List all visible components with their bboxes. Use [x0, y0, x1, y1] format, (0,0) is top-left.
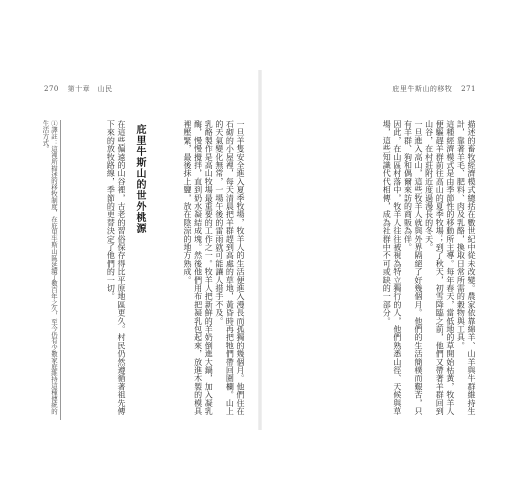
right-paragraph: 描述的畜牧經濟模式總括在數世紀中從未改變。農家依靠綿羊、山羊與牛群維持生計，靠著羊毛、肥料、肉及乳酪，換取日常所需的穀物與工具。	[456, 120, 476, 416]
left-paragraph: 在這些偏遠的山谷裡，古老的習俗保存得比平原地區更久。村民仍然遵循著祖先傳下來的放牧路線，季節的更替決定了他們的一切。	[106, 120, 126, 416]
section-heading: 庇里牛斯山的世外桃源	[134, 124, 145, 234]
right-chapter-label: 庇里牛斯山的移牧	[392, 85, 453, 93]
left-page-number: 270	[44, 85, 59, 93]
left-page-header	[44, 84, 119, 94]
footnote: ①譯註：這裡所描述的移牧制度，在庇里牛斯山區延續了數百年之久，至今仍有少數家庭維持這種傳統的生活方式。	[41, 120, 58, 415]
right-page-header	[386, 84, 476, 94]
right-page-number: 271	[461, 85, 476, 93]
right-body-text	[280, 120, 476, 420]
right-paragraph: 因此，在山區村落中，牧羊人往往被視為特立獨行的人，他們熟悉山徑、天候與草場，這些知識代代相傳，成為社群中不可或缺的一部分。	[382, 120, 402, 416]
left-body-text-continued	[66, 120, 126, 420]
page-gutter	[258, 70, 262, 430]
right-paragraph: 一旦進入高山，這些牧羊人就與外界隔絕了好幾個月。他們的生活簡樸而艱苦，只有羊群、狗和偶爾來訪的商販為伴。	[403, 120, 424, 416]
left-body-text	[150, 120, 245, 420]
left-paragraph: 乳酪製作是高山牧場最重要的工作之一。牧羊人把新鮮的羊奶倒進大鍋，加入凝乳酶，慢慢攪拌，直到奶水凝結成塊。然後他們用布把凝乳包起來，放進木製的模具裡壓緊，最後抹上鹽，放在陰涼的地方熟成。	[183, 120, 214, 416]
left-paragraph: 一旦羊隻安全進入夏季牧場，牧羊人的生活便進入漫長而孤獨的幾個月。他們住在石砌的小屋裡，每天清晨把羊群趕到高處的草地，黃昏時再把牠們帶回圍欄。山上的天氣變化無常，一場午後的雷雨就可能讓人措手不及。	[214, 120, 245, 416]
left-chapter-label: 第十章 山民	[67, 85, 113, 93]
footnote-rule	[60, 120, 61, 420]
right-paragraph: 這種經濟模式是由季節性的移動所主導。每年春天，當低地的草開始枯黃，牧羊人便驅趕羊群前往高山的夏季牧場；到了秋天，初雪降臨之前，他們又帶著羊群回到山谷，在村莊附近度過漫長的冬天。	[424, 120, 455, 416]
